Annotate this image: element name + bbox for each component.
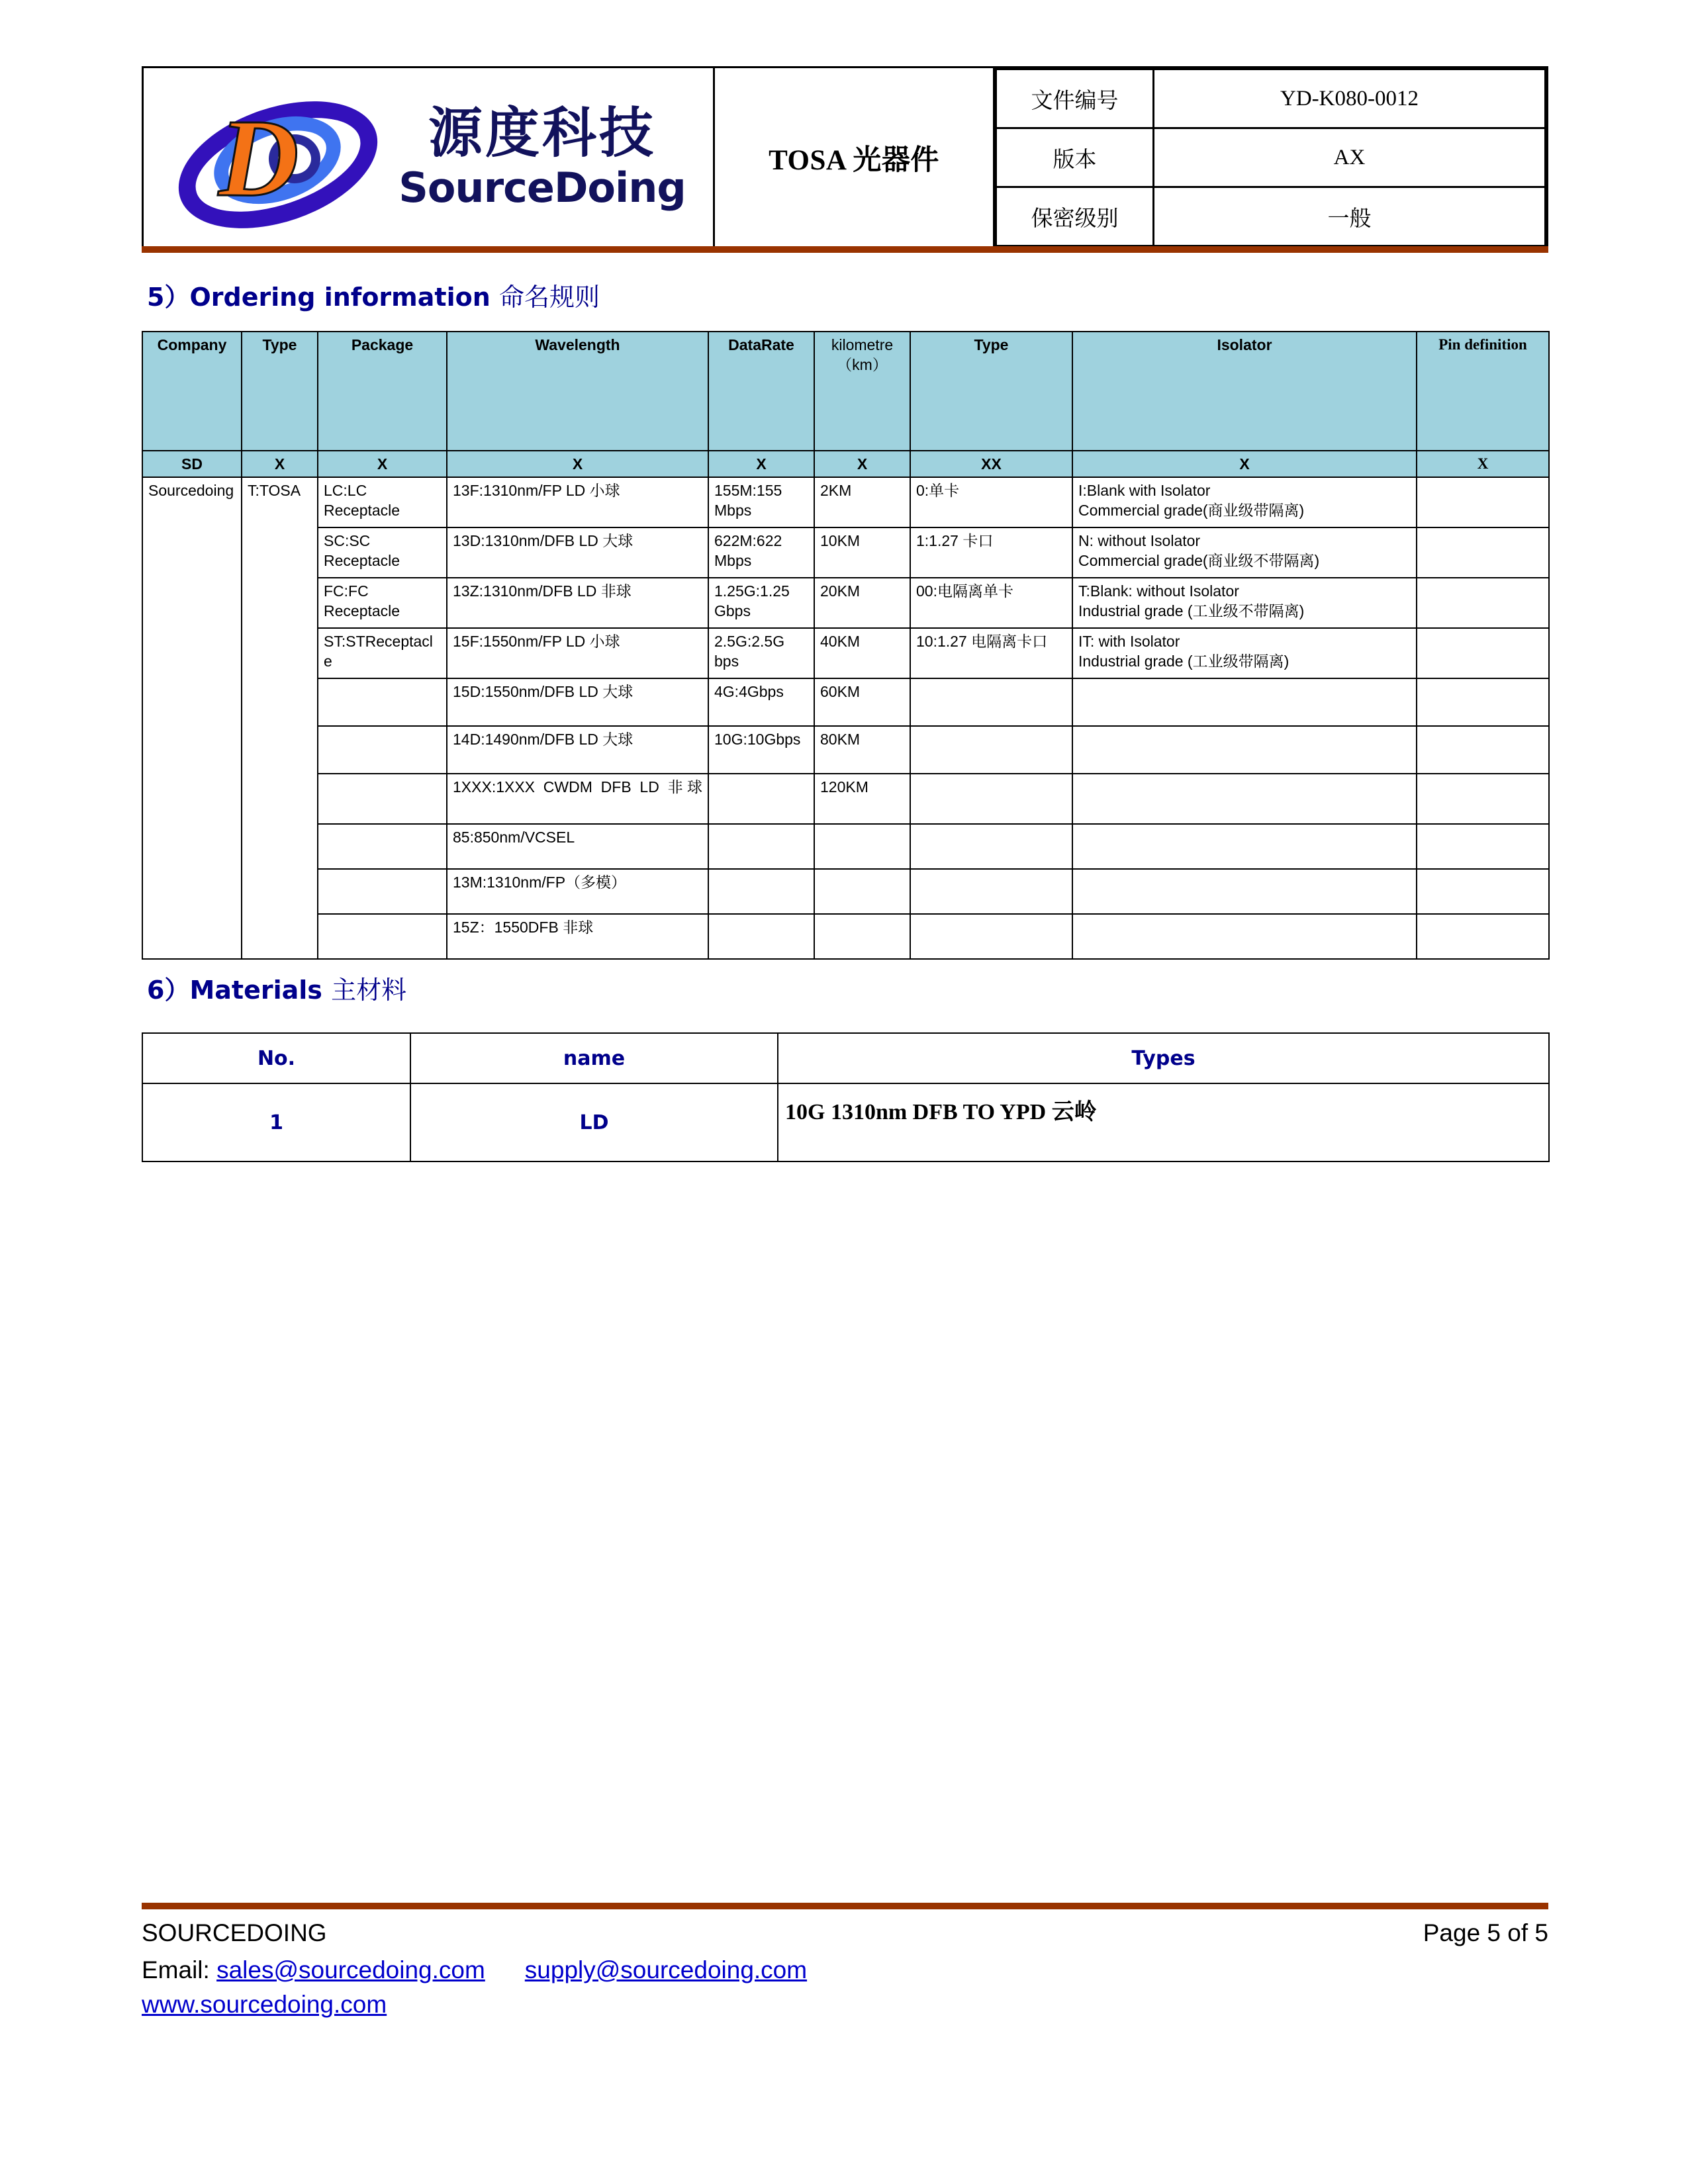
col-header-company: Company (142, 332, 242, 451)
code-kilometre: X (814, 451, 910, 477)
isolator-line2: Commercial grade(商业级带隔离) (1078, 502, 1305, 519)
footer-company-name: SOURCEDOING (142, 1919, 327, 1946)
confidentiality-value: 一般 (1154, 187, 1546, 246)
cell-kilometre-8 (814, 869, 910, 914)
materials-col-types: Types (778, 1033, 1549, 1083)
cell-pin-1 (1417, 527, 1549, 578)
cell-datarate-5: 10G:10Gbps (708, 726, 814, 774)
footer-divider-rule (142, 1903, 1548, 1909)
cell-type2-1: 1:1.27 卡口 (910, 527, 1072, 578)
materials-table-wrap (142, 1032, 1548, 1162)
header-meta-row (996, 187, 1546, 246)
logo-chinese-name: 源度科技 (428, 102, 656, 165)
code-company: SD (142, 451, 242, 477)
ordering-header-row (142, 332, 1549, 451)
cell-datarate-8 (708, 869, 814, 914)
isolator-line2: Commercial grade(商业级不带隔离) (1078, 552, 1320, 569)
footer-top-row (142, 1916, 1548, 1950)
section-5-number: 5） (147, 283, 190, 312)
materials-cell-types: 10G 1310nm DFB TO YPD 云岭 (778, 1083, 1549, 1161)
cell-wavelength-0: 13F:1310nm/FP LD 小球 (447, 477, 708, 527)
cell-isolator-8 (1072, 869, 1417, 914)
logo-cell (143, 68, 714, 248)
col-header-kilometre: kilometre（km） (814, 332, 910, 451)
cell-pin-5 (1417, 726, 1549, 774)
cell-isolator-4 (1072, 678, 1417, 726)
document-title: TOSA 光器件 (714, 68, 994, 248)
cell-kilometre-0: 2KM (814, 477, 910, 527)
cell-package-4 (318, 678, 447, 726)
table-row (142, 578, 1549, 628)
cell-type2-5 (910, 726, 1072, 774)
cell-pin-6 (1417, 774, 1549, 824)
code-isolator: X (1072, 451, 1417, 477)
cell-isolator-3 (1072, 628, 1417, 678)
cell-wavelength-1: 13D:1310nm/DFB LD 大球 (447, 527, 708, 578)
table-row (142, 527, 1549, 578)
cell-package-3: ST:STReceptacle (318, 628, 447, 678)
cell-datarate-1: 622M:622 Mbps (708, 527, 814, 578)
isolator-line2: Industrial grade (工业级不带隔离) (1078, 602, 1305, 619)
cell-isolator-7 (1072, 824, 1417, 869)
cell-isolator-6 (1072, 774, 1417, 824)
cell-wavelength-6: 1XXX:1XXX CWDM DFB LD 非球 (447, 774, 708, 824)
isolator-line1: IT: with Isolator (1078, 633, 1180, 650)
doc-number-label: 文件编号 (996, 69, 1154, 128)
code-pin-definition: X (1417, 451, 1549, 477)
header-meta-table (995, 68, 1546, 247)
code-package: X (318, 451, 447, 477)
cell-package-0: LC:LC Receptacle (318, 477, 447, 527)
header-divider-rule (142, 246, 1548, 253)
cell-type2-6 (910, 774, 1072, 824)
header-row (143, 68, 1548, 248)
version-label: 版本 (996, 128, 1154, 187)
cell-wavelength-5: 14D:1490nm/DFB LD 大球 (447, 726, 708, 774)
header-meta-row (996, 69, 1546, 128)
cell-kilometre-1: 10KM (814, 527, 910, 578)
ordering-information-table (142, 331, 1550, 960)
cell-pin-7 (1417, 824, 1549, 869)
materials-cell-no: 1 (142, 1083, 410, 1161)
table-row (142, 869, 1549, 914)
code-type2: XX (910, 451, 1072, 477)
table-row (142, 824, 1549, 869)
cell-pin-4 (1417, 678, 1549, 726)
cell-package-2: FC:FC Receptacle (318, 578, 447, 628)
cell-type2-8 (910, 869, 1072, 914)
section-6-heading (147, 970, 406, 1006)
cell-pin-3 (1417, 628, 1549, 678)
code-wavelength: X (447, 451, 708, 477)
footer-email-label: Email: (142, 1956, 210, 1983)
cell-company: Sourcedoing (142, 477, 242, 959)
cell-type2-2: 00:电隔离单卡 (910, 578, 1072, 628)
version-value: AX (1154, 128, 1546, 187)
cell-datarate-4: 4G:4Gbps (708, 678, 814, 726)
cell-kilometre-5: 80KM (814, 726, 910, 774)
cell-isolator-1 (1072, 527, 1417, 578)
section-5-heading (147, 277, 600, 313)
cell-wavelength-8: 13M:1310nm/FP（多模） (447, 869, 708, 914)
cell-isolator-9 (1072, 914, 1417, 959)
logo-mark-icon (171, 88, 389, 227)
cell-isolator-0 (1072, 477, 1417, 527)
section-5-title-cn: 命名规则 (499, 283, 600, 312)
cell-kilometre-2: 20KM (814, 578, 910, 628)
col-header-datarate: DataRate (708, 332, 814, 451)
footer-website-link[interactable]: www.sourcedoing.com (142, 1991, 387, 2018)
document-header (142, 66, 1548, 249)
logo-monogram: D (218, 97, 297, 220)
cell-wavelength-7: 85:850nm/VCSEL (447, 824, 708, 869)
ordering-information-table-wrap (142, 331, 1548, 960)
cell-type-code: T:TOSA (242, 477, 318, 959)
materials-cell-name: LD (410, 1083, 778, 1161)
section-6-title-cn: 主材料 (331, 976, 407, 1005)
table-row (142, 477, 1549, 527)
ordering-code-row (142, 451, 1549, 477)
col-header-isolator: Isolator (1072, 332, 1417, 451)
col-header-type1: Type (242, 332, 318, 451)
cell-pin-8 (1417, 869, 1549, 914)
cell-kilometre-6: 120KM (814, 774, 910, 824)
footer-email-sales-link[interactable]: sales@sourcedoing.com (216, 1956, 485, 1983)
col-header-package: Package (318, 332, 447, 451)
table-row (142, 628, 1549, 678)
cell-isolator-2 (1072, 578, 1417, 628)
footer-page-number: Page 5 of 5 (1423, 1919, 1548, 1946)
code-type1: X (242, 451, 318, 477)
cell-datarate-6 (708, 774, 814, 824)
logo-english-name: SourceDoing (399, 163, 686, 212)
materials-col-name: name (410, 1033, 778, 1083)
cell-wavelength-3: 15F:1550nm/FP LD 小球 (447, 628, 708, 678)
col-header-wavelength: Wavelength (447, 332, 708, 451)
code-datarate: X (708, 451, 814, 477)
cell-kilometre-9 (814, 914, 910, 959)
document-footer (142, 1916, 1548, 2022)
col-header-type2: Type (910, 332, 1072, 451)
header-table (142, 66, 1548, 249)
isolator-line1: T:Blank: without Isolator (1078, 582, 1239, 600)
section-6-number: 6） (147, 976, 190, 1005)
footer-email-supply-link[interactable]: supply@sourcedoing.com (524, 1956, 808, 1983)
cell-isolator-5 (1072, 726, 1417, 774)
cell-pin-0 (1417, 477, 1549, 527)
materials-col-no: No. (142, 1033, 410, 1083)
cell-kilometre-7 (814, 824, 910, 869)
cell-type2-4 (910, 678, 1072, 726)
cell-type2-7 (910, 824, 1072, 869)
cell-package-6 (318, 774, 447, 824)
isolator-line1: N: without Isolator (1078, 532, 1201, 549)
company-logo (144, 72, 713, 243)
table-row (142, 774, 1549, 824)
doc-number-value: YD-K080-0012 (1154, 69, 1546, 128)
header-meta-cell (994, 68, 1548, 248)
cell-pin-2 (1417, 578, 1549, 628)
footer-website-row (142, 1987, 1548, 2022)
cell-type2-3: 10:1.27 电隔离卡口 (910, 628, 1072, 678)
footer-email-row (142, 1953, 1548, 1987)
isolator-line2: Industrial grade (工业级带隔离) (1078, 653, 1289, 670)
cell-pin-9 (1417, 914, 1549, 959)
isolator-line1: I:Blank with Isolator (1078, 482, 1211, 499)
cell-wavelength-2: 13Z:1310nm/DFB LD 非球 (447, 578, 708, 628)
cell-package-8 (318, 869, 447, 914)
cell-kilometre-3: 40KM (814, 628, 910, 678)
cell-datarate-9 (708, 914, 814, 959)
cell-datarate-0: 155M:155 Mbps (708, 477, 814, 527)
table-row (142, 1083, 1549, 1161)
header-meta-row (996, 128, 1546, 187)
logo-wordmark (399, 102, 686, 212)
table-row (142, 726, 1549, 774)
cell-package-1: SC:SC Receptacle (318, 527, 447, 578)
table-row (142, 914, 1549, 959)
cell-package-7 (318, 824, 447, 869)
cell-type2-0: 0:单卡 (910, 477, 1072, 527)
cell-datarate-3: 2.5G:2.5G bps (708, 628, 814, 678)
section-5-title-en: Ordering information (189, 283, 491, 312)
cell-package-5 (318, 726, 447, 774)
materials-header-row (142, 1033, 1549, 1083)
cell-package-9 (318, 914, 447, 959)
cell-type2-9 (910, 914, 1072, 959)
table-row (142, 678, 1549, 726)
cell-wavelength-4: 15D:1550nm/DFB LD 大球 (447, 678, 708, 726)
col-header-pin-definition: Pin definition (1417, 332, 1549, 451)
materials-table (142, 1032, 1550, 1162)
cell-kilometre-4: 60KM (814, 678, 910, 726)
confidentiality-label: 保密级别 (996, 187, 1154, 246)
cell-wavelength-9: 15Z：1550DFB 非球 (447, 914, 708, 959)
cell-datarate-2: 1.25G:1.25 Gbps (708, 578, 814, 628)
section-6-title-en: Materials (189, 976, 322, 1005)
cell-datarate-7 (708, 824, 814, 869)
